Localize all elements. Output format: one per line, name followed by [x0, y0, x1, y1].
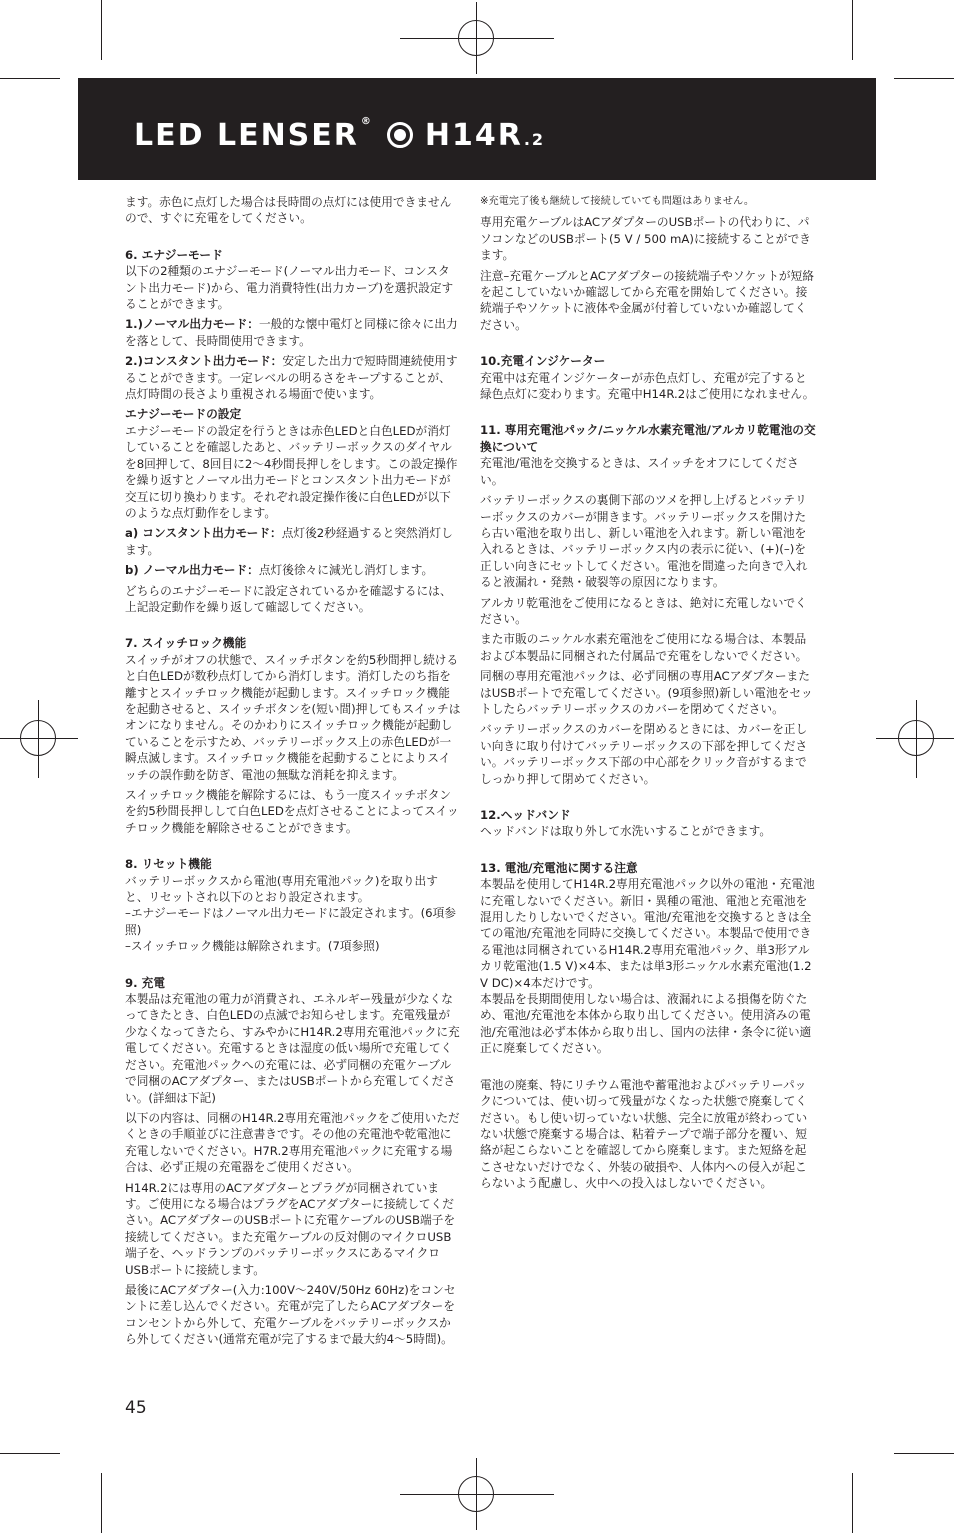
paragraph: 専用充電ケーブルはACアダプターのUSBポートの代わりに、パソコンなどのUSBポート(5 V / 500 mA)に接続することができます。 — [480, 215, 811, 263]
crop-mark — [894, 1453, 954, 1454]
paragraph: エナジーモードの設定を行うときは赤色LEDと白色LEDが消灯していることを確認したあと、バッテリーボックスのダイヤルを8回押して、8回目に2～4秒間長押しをします。この設定操作を繰り返すとノーマル出力モードとコンスタント出力モードが交互に切り換わります。それぞれ設定操作後に白色LEDが以下のような点灯動作をします。 — [125, 423, 458, 520]
mode-item: 1.)ノーマル出力モード：一般的な懐中電灯と同様に徐々に出力を落として、長時間使用できます。 — [125, 317, 458, 348]
crop-mark — [852, 1473, 853, 1533]
registered-mark: ® — [360, 116, 373, 127]
paragraph: バッテリーボックスから電池(専用充電池パック)を取り出すと、リセットされ以下のとおり設定されます。 –エナジーモードはノーマル出力モードに設定されます。(6項参照) –スイッチロック機能は解除されます。(7項参照) — [125, 873, 456, 954]
crop-mark — [101, 0, 102, 60]
section-title: 13. 電池/充電池に関する注意 — [480, 860, 638, 875]
section-title: 9. 充電 — [125, 975, 166, 990]
registration-mark — [898, 720, 934, 756]
section-title: 6. エナジーモード — [125, 247, 223, 262]
paragraph: H14R.2には専用のACアダプターとプラグが同梱されています。ご使用になる場合はプラグをACアダプターに接続してください。ACアダプターのUSBポートに充電ケーブルのUSB端子を接続してください。また充電ケーブルの反対側のマイクロUSB端子を、ヘッドランプのバッテリーボックスにあるマイクロUSBポートに接続します。 — [125, 1180, 456, 1277]
registration-mark — [458, 20, 494, 56]
paragraph: 注意–充電ケーブルとACアダプターの接続端子やソケットが短絡を起こしていないか確認してから充電を開始してください。接続端子やソケットに液体や金属が付着していないか確認してください。 — [480, 268, 814, 332]
section-title: 11. 専用充電池パック/ニッケル水素充電池/アルカリ乾電池の交換について — [480, 423, 816, 454]
paragraph: 充電池/電池を交換するときは、スイッチをオフにしてください。 — [480, 456, 799, 487]
header-bar — [78, 78, 876, 180]
crop-mark — [0, 1453, 60, 1454]
crop-mark — [0, 78, 60, 79]
section-title: 8. リセット機能 — [125, 857, 212, 872]
paragraph: スイッチがオフの状態で、スイッチボタンを約5秒間押し続けると白色LEDが数秒点灯してから消灯します。消灯したのち指を離すとスイッチロック機能が起動します。スイッチロック機能を起動させると、スイッチボタンを(短い間)押してもスイッチはオンになりません。そのかわりにスイッチロック機能が起動していることを示すため、バッテリーボックス上の赤色LEDが一瞬点滅します。スイッチロック機能を起動することによりスイッチの誤作動を防ぎ、電池の無駄な消耗を抑えます。 — [125, 652, 461, 782]
model-name: H14R.2 — [424, 118, 546, 153]
page-number: 45 — [125, 1398, 147, 1418]
paragraph: 最後にACアダプター(入力:100V～240V/50Hz 60Hz)をコンセントに差し込んでください。充電が完了したらACアダプターをコンセントから外して、充電ケーブルをバッテリーボックスから外してください(通常充電が完了するまで最大約4～5時間)。 — [125, 1282, 456, 1347]
paragraph: ヘッドバンドは取り外して水洗いすることができます。 — [480, 824, 772, 839]
left-column — [125, 194, 461, 1352]
paragraph: また市販のニッケル水素充電池をご使用になる場合は、本製品および本製品に同梱された付属品で充電をしないでください。 — [480, 632, 808, 663]
paragraph: 本製品を使用してH14R.2専用充電池パック以外の電池・充電池に充電しないでください。新旧・異種の電池、電池と充電池を混用したりしないでください。電池/充電池を交換するときは全ての電池/充電池を同時に交換してください。本製品で使用できる電池は同梱されているH14R.2専用充電池パック、単3形アルカリ乾電池(1.5 V)×4本、または単3形ニッケル水素充電池(1.2 V DC)×4本だけです。 本製品を長期間使用しない場合は、液漏れによる損傷を防ぐため、電池/充電池を本体から取り出してください。使用済みの電池/充電池は必ず本体から取り出し、国内の法律・条令に従い適正に廃棄してください。 — [480, 877, 815, 1056]
section-title: 10.充電インジケーター — [480, 354, 606, 369]
paragraph: スイッチロック機能を解除するには、もう一度スイッチボタンを約5秒間長押しして白色LEDを点灯させることによってスイッチロック機能を解除させることができます。 — [125, 788, 459, 835]
registration-mark — [20, 720, 56, 756]
paragraph: どちらのエナジーモードに設定されているかを確認するには、上記設定動作を繰り返して確認してください。 — [125, 583, 452, 614]
bulb-icon — [387, 122, 413, 148]
paragraph: 充電中は充電インジケーターが赤色点灯し、充電が完了すると緑色点灯に変わります。充電中H14R.2はご使用になれません。 — [480, 370, 815, 402]
mode-item: b) ノーマル出力モード：点灯後徐々に減光し消灯します。 — [125, 563, 434, 578]
paragraph: 本製品は充電池の電力が消費され、エネルギー残量が少なくなってきたとき、白色LEDの点滅でお知らせします。充電残量が少なくなってきたら、すみやかにH14R.2専用充電池パックに充電してください。充電するときは湿度の低い場所で充電してください。充電池パックへの充電には、必ず同梱の充電ケーブルで同梱のACアダプター、またはUSBポートから充電してください。(詳細は下記) — [125, 992, 460, 1105]
crop-mark — [852, 0, 853, 60]
crop-mark — [101, 1473, 102, 1533]
paragraph: 以下の内容は、同梱のH14R.2専用充電池パックをご使用いただくときの手順並びに注意書きです。その他の充電池や乾電池に充電しないでください。H7R.2専用充電池パックに充電する場合は、必ず正規の充電器をご使用ください。 — [125, 1110, 460, 1175]
brand-logo — [134, 118, 545, 153]
crop-mark — [894, 78, 954, 79]
right-column — [480, 194, 816, 1196]
subsection-title: エナジーモードの設定 — [125, 407, 242, 422]
paragraph: 電池の廃棄、特にリチウム電池や蓄電池およびバッテリーパックについては、使い切って残量がなくなった状態で廃棄してください。もし使い切っていない状態、完全に放電が終わっていない状態で廃棄する場合は、粘着テープで端子部分を覆い、短絡が起こらないことを確認してから廃棄します。また短絡を起こさせないだけでなく、外装の破損や、人体内への侵入が起こらないよう配慮し、火中への投入はしないでください。 — [480, 1077, 808, 1191]
paragraph: アルカリ乾電池をご使用になるときは、絶対に充電しないでください。 — [480, 595, 807, 626]
registration-mark — [458, 1476, 494, 1512]
intro-text: ます。赤色に点灯した場合は長時間の点灯には使用できませんので、すぐに充電をしてください。 — [125, 195, 452, 226]
paragraph: バッテリーボックスのカバーを閉めるときには、カバーを正しい向きに取り付けてバッテリーボックスの下部を押してください。バッテリーボックス下部の中心部をクリック音がするまでしっかり押して閉めてください。 — [480, 722, 808, 786]
mode-item: 2.)コンスタント出力モード：安定した出力で短時間連続使用することができます。一定レベルの明るさをキープすることが、点灯時間の長さより重視される場面で使います。 — [125, 354, 458, 402]
section-title: 12.ヘッドバンド — [480, 808, 571, 822]
paragraph: バッテリーボックスの裏側下部のツメを押し上げるとバッテリーボックスのカバーが開きます。バッテリーボックスを開けたら古い電池を取り出し、新しい電池を入れます。新しい電池を入れるときは、バッテリーボックス内の表示に従い、(+)(–)を正しい向きにセットしてください。電池を間違った向きで入れると液漏れ・発熱・破裂等の原因になります。 — [480, 493, 808, 590]
paragraph: 以下の2種類のエナジーモード(ノーマル出力モード、コンスタント出力モード)から、電力消費特性(出力カーブ)を選択設定することができます。 — [125, 264, 454, 312]
note-text: ※充電完了後も継続して接続していても問題はありません。 — [480, 196, 755, 207]
paragraph: 同梱の専用充電池パックは、必ず同梱の専用ACアダプターまたはUSBポートで充電してください。(9項参照)新しい電池をセットしたらバッテリーボックスのカバーを閉めてください。 — [480, 669, 813, 716]
brand-name: LED LENSER — [134, 118, 359, 153]
mode-item: a) コンスタント出力モード：点灯後2秒経過すると突然消灯します。 — [125, 526, 453, 557]
section-title: 7. スイッチロック機能 — [125, 636, 247, 651]
